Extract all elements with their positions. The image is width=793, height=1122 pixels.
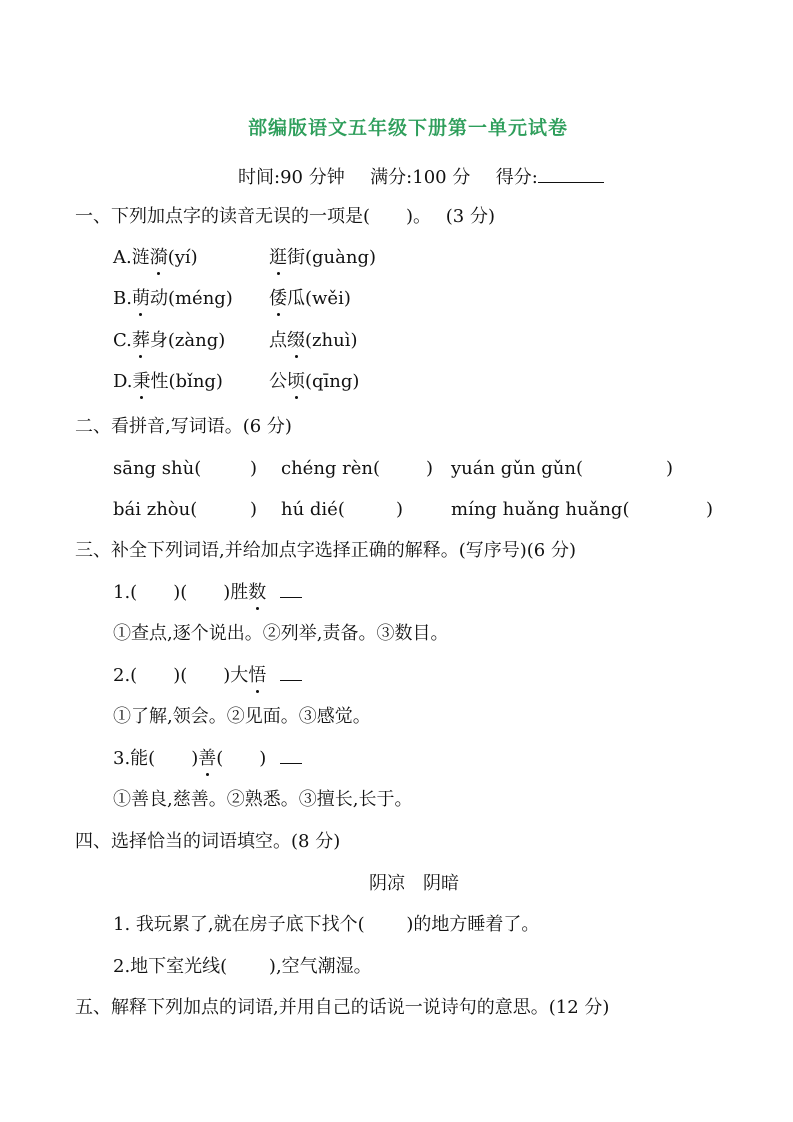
- paren-close: ): [426, 458, 434, 479]
- dotted-char: 数: [248, 582, 267, 603]
- q1-option-c[interactable]: [113, 330, 225, 352]
- paren-close: ): [250, 499, 258, 520]
- paren-close: ): [706, 499, 714, 520]
- text: B.: [113, 288, 132, 309]
- text: 动(méng): [149, 288, 233, 309]
- text: 3.能( ): [113, 748, 199, 769]
- text: D.: [113, 371, 133, 392]
- q3-explain-3: ①善良,慈善。②熟悉。③擅长,长于。: [113, 789, 413, 810]
- q3-item-2: [113, 664, 302, 687]
- paren-close: ): [666, 458, 674, 479]
- q5-heading: 五、解释下列加点的词语,并用自己的话说一说诗句的意思。(12 分): [75, 997, 610, 1018]
- paren-close: ): [396, 499, 404, 520]
- text: (zhuì): [305, 330, 358, 351]
- dotted-char: 倭: [269, 288, 287, 309]
- q1-option-b[interactable]: [113, 288, 233, 310]
- pinyin-3: yuán gǔn gǔn(: [451, 458, 583, 479]
- pinyin-6: míng huǎng huǎng(: [451, 499, 630, 520]
- paren-close: ): [250, 458, 258, 479]
- q4-heading: 四、选择恰当的词语填空。(8 分): [75, 831, 341, 852]
- q3-heading: 三、补全下列词语,并给加点字选择正确的解释。(写序号)(6 分): [75, 540, 576, 561]
- text: 身(zàng): [149, 330, 226, 351]
- exam-title: 部编版语文五年级下册第一单元试卷: [248, 117, 569, 139]
- text: 街(guàng): [287, 247, 377, 268]
- text: 1.( )( )胜: [113, 582, 249, 603]
- dotted-char: 逛: [269, 247, 287, 268]
- text: (yí): [167, 247, 198, 268]
- score-label: 得分:: [495, 167, 538, 188]
- q1-heading: 一、下列加点字的读音无误的一项是( )。 (3 分): [75, 206, 495, 227]
- q1-option-a[interactable]: [113, 247, 198, 269]
- full-score-label: 满分:100 分: [370, 167, 471, 188]
- answer-blank[interactable]: [280, 747, 302, 764]
- dotted-char: 悟: [248, 665, 267, 686]
- dotted-char: 漪: [149, 247, 168, 268]
- q2-heading: 二、看拼音,写词语。(6 分): [75, 416, 292, 437]
- dotted-char: 萌: [131, 288, 150, 309]
- q1-option-c-word2: [269, 330, 357, 352]
- q4-sentence-1: 1. 我玩累了,就在房子底下找个( )的地方睡着了。: [113, 914, 540, 935]
- q3-explain-2: ①了解,领会。②见面。③感觉。: [113, 706, 371, 727]
- text: 瓜(wěi): [287, 288, 351, 309]
- dotted-char: 秉: [132, 371, 151, 392]
- pinyin-2: chéng rèn(: [281, 458, 381, 479]
- q1-option-d[interactable]: [113, 371, 223, 393]
- pinyin-5: hú dié(: [281, 499, 345, 520]
- dotted-char: 善: [198, 748, 217, 769]
- answer-blank[interactable]: [280, 581, 302, 598]
- q4-sentence-2: 2.地下室光线( ),空气潮湿。: [113, 956, 372, 977]
- pinyin-1: sāng shù(: [113, 458, 202, 479]
- time-label: 时间:90 分钟: [238, 167, 345, 188]
- q3-explain-1: ①查点,逐个说出。②列举,责备。③数目。: [113, 623, 449, 644]
- text: 点: [269, 330, 287, 351]
- exam-info: [238, 166, 604, 189]
- q1-option-b-word2: [269, 288, 351, 310]
- pinyin-4: bái zhòu(: [113, 499, 198, 520]
- text: C.: [113, 330, 132, 351]
- text: ( ): [216, 748, 267, 769]
- dotted-char: 顷: [287, 371, 305, 392]
- answer-blank[interactable]: [280, 664, 302, 681]
- q3-item-1: [113, 581, 302, 604]
- text: (qīng): [305, 371, 360, 392]
- q3-item-3: [113, 747, 302, 770]
- text: 公: [269, 371, 287, 392]
- q1-option-d-word2: [269, 371, 359, 393]
- dotted-char: 缀: [287, 330, 305, 351]
- dotted-char: 葬: [131, 330, 150, 351]
- q1-option-a-word2: [269, 247, 376, 269]
- text: A.涟: [113, 247, 150, 268]
- text: 2.( )( )大: [113, 665, 249, 686]
- score-blank[interactable]: [538, 166, 604, 183]
- text: 性(bǐng): [150, 371, 223, 392]
- q4-word-choices: 阴凉 阴暗: [369, 873, 459, 894]
